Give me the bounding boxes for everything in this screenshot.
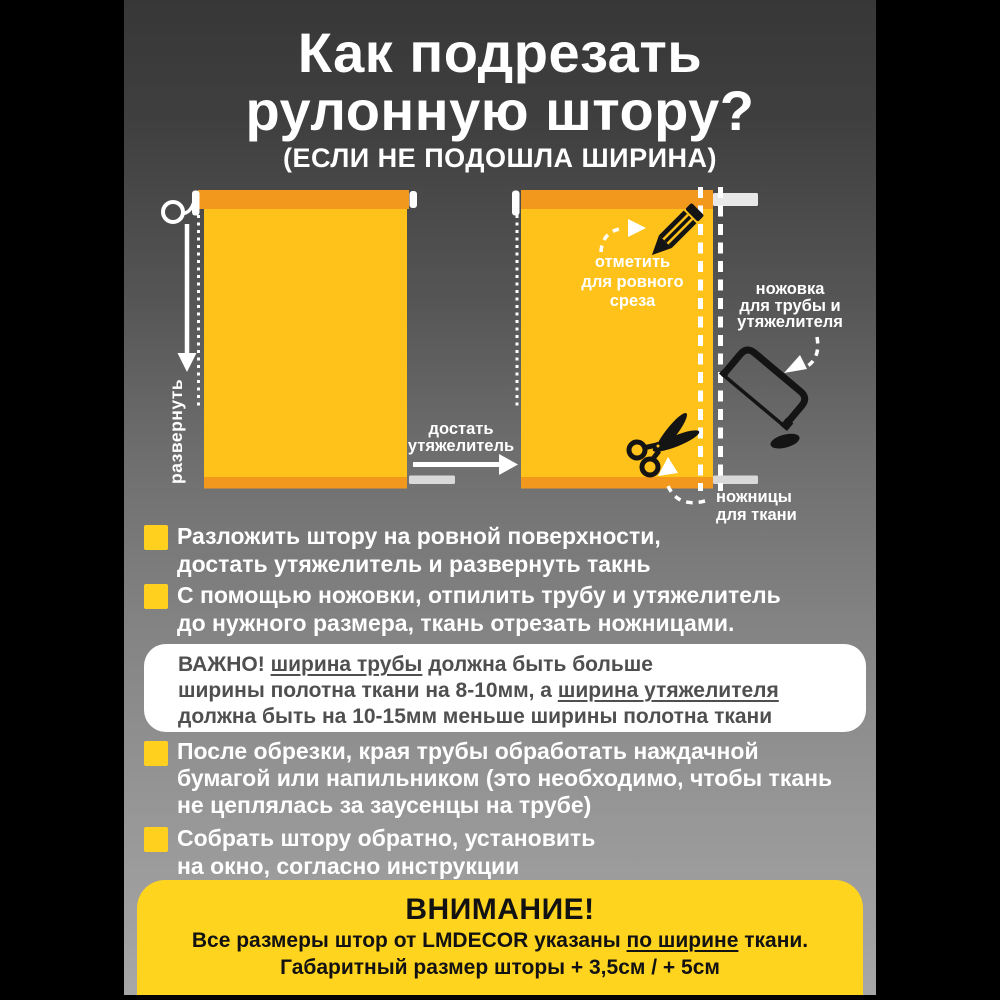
important-text: ширины полотна ткани на 8-10мм, а [178, 679, 558, 702]
step-line: После обрезки, края трубы обработать наждачной [177, 738, 759, 764]
page-subtitle: (ЕСЛИ НЕ ПОДОШЛА ШИРИНА) [283, 143, 717, 173]
attention-line-2: Габаритный размер шторы + 3,5см / + 5см [280, 956, 720, 979]
attention-text: ткани. [738, 929, 809, 952]
scissors-label-line: для ткани [716, 505, 797, 524]
title-line-2: рулонную штору? [245, 79, 755, 142]
attention-line-1 [137, 927, 863, 954]
hacksaw-label-line: утяжелителя [737, 313, 843, 331]
right-blind-left-cap [512, 191, 520, 216]
step-line: достать утяжелитель и развернуть такнь [177, 551, 651, 577]
bullet-square-icon [144, 741, 168, 766]
step-text [177, 522, 864, 578]
remove-weight-label-line: достать [428, 420, 494, 438]
step-line: С помощью ножовки, отпилить трубу и утяжелитель [177, 582, 781, 608]
important-line-2 [178, 678, 866, 704]
title-line-1: Как подрезать [297, 21, 703, 84]
right-blind-weight-end [713, 476, 758, 485]
left-blind-right-cap [410, 191, 418, 208]
step-line: Разложить штору на ровной поверхности, [177, 523, 661, 549]
hacksaw-label [720, 281, 860, 331]
unroll-label: развернуть [166, 378, 186, 484]
right-arrow-icon [413, 454, 518, 475]
step-text [177, 738, 864, 819]
hacksaw-label-line: для трубы и [739, 296, 841, 315]
attention-underlined-text: по ширине [626, 929, 739, 952]
scissors-label-line: ножницы [716, 488, 792, 506]
attention-text: Все размеры штор от LMDECOR указаны [191, 929, 627, 952]
step-item-4 [144, 824, 864, 880]
step-text [177, 824, 864, 880]
important-line-3 [178, 704, 866, 730]
attention-box [137, 880, 863, 995]
important-underlined-text: ширина утяжелителя [557, 679, 779, 702]
important-note-box [144, 644, 866, 732]
important-text: должна быть больше [422, 653, 653, 676]
mark-label-line: среза [609, 292, 656, 310]
remove-weight-label [402, 421, 520, 455]
left-blind-weight-bar [204, 477, 407, 489]
chain-loop-icon [163, 191, 196, 222]
right-blind-tube [521, 190, 713, 209]
down-arrow-icon [178, 224, 197, 372]
step-line: Собрать штору обратно, установить [177, 825, 596, 851]
step-line: не цеплялась за заусенцы на трубе) [177, 792, 592, 818]
left-blind-weight-end [409, 476, 455, 485]
step-item-2 [144, 581, 864, 637]
important-text: ВАЖНО! [178, 653, 271, 676]
bullet-square-icon [144, 827, 168, 852]
right-blind-weight-bar [521, 477, 713, 489]
important-line-1 [178, 652, 866, 678]
step-item-1 [144, 522, 864, 578]
remove-weight-label-line: утяжелитель [407, 437, 515, 455]
hacksaw-label-line: ножовка [755, 280, 825, 298]
mark-label-line: отметить [594, 253, 671, 271]
step-line: до нужного размера, ткань отрезать ножницами. [177, 610, 735, 636]
step-item-3 [144, 738, 864, 819]
bullet-square-icon [144, 525, 168, 550]
left-blind-tube [198, 190, 409, 209]
important-text: должна быть на 10-15мм меньше ширины полотна ткани [178, 705, 773, 728]
scissors-label [716, 489, 826, 524]
step-line: бумагой или напильником (это необходимо, чтобы ткань [177, 765, 833, 791]
hacksaw-pointer-arrow [784, 337, 818, 373]
step-text [177, 581, 864, 637]
mark-label-line: для ровного [581, 272, 684, 291]
important-underlined-text: ширина трубы [270, 653, 423, 676]
step-line: на окно, согласно инструкции [177, 853, 520, 879]
bullet-square-icon [144, 584, 168, 609]
attention-title: ВНИМАНИЕ! [405, 893, 595, 926]
left-blind-fabric [204, 209, 407, 478]
mark-for-cut-label [570, 253, 695, 312]
